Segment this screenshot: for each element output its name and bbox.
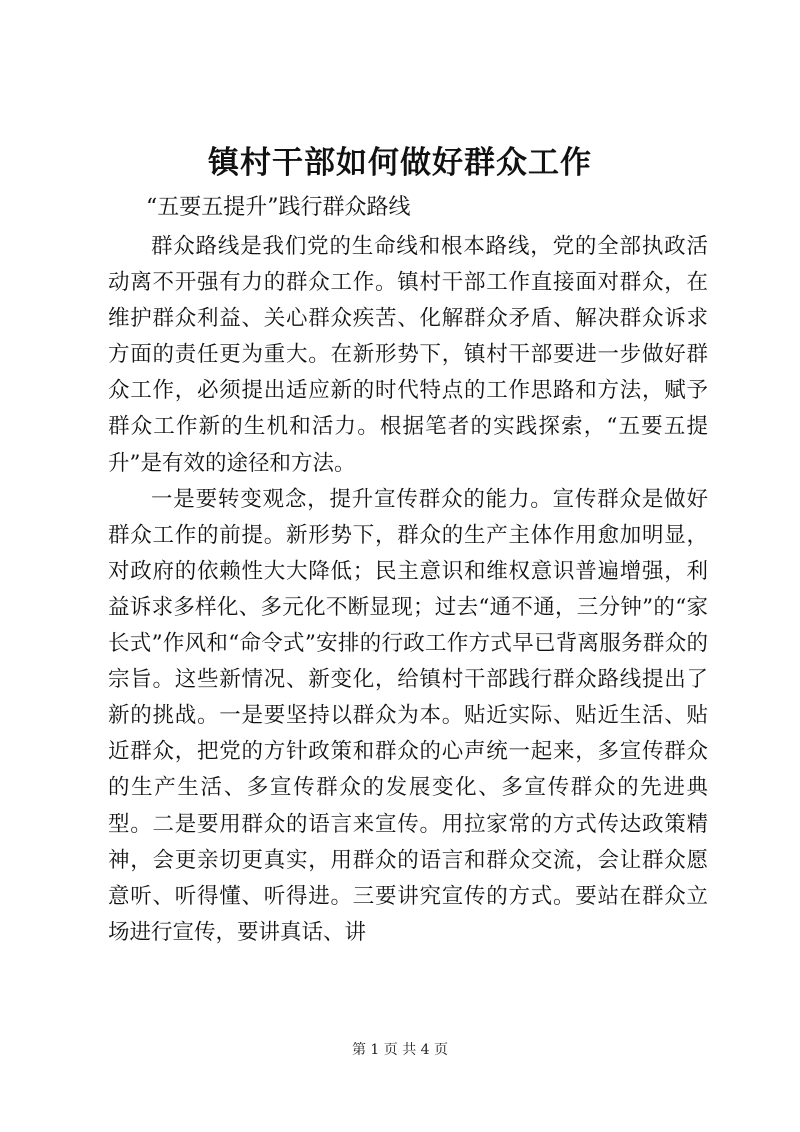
body-paragraph: 一是要转变观念，提升宣传群众的能力。宣传群众是做好群众工作的前提。新形势下，群众的生产主体作用愈加明显，对政府的依赖性大大降低；民主意识和维权意识普遍增强，利益诉求多样化、多元化不断显现；过去“通不通，三分钟”的“家长式”作风和“命令式”安排的行政工作方式早已背离服务群众的宗旨。这些新情况、新变化，给镇村干部践行群众路线提出了新的挑战。一是要坚持以群众为本。贴近实际、贴近生活、贴近群众，把党的方针政策和群众的心声统一起来，多宣传群众的生产生活、多宣传群众的发展变化、多宣传群众的先进典型。二是要用群众的语言来宣传。用拉家常的方式传达政策精神，会更亲切更真实，用群众的语言和群众交流，会让群众愿意听、听得懂、听得进。三要讲究宣传的方式。要站在群众立场进行宣传，要讲真话、讲 [108, 486, 708, 945]
document-body [108, 229, 708, 951]
document-subtitle: “五要五提升”践行群众路线 [146, 195, 411, 220]
page-footer: 第 1 页 共 4 页 [351, 1042, 449, 1058]
body-paragraph: 群众路线是我们党的生命线和根本路线，党的全部执政活动离不开强有力的群众工作。镇村干部工作直接面对群众，在维护群众利益、关心群众疾苦、化解群众矛盾、解决群众诉求方面的责任更为重大。在新形势下，镇村干部要进一步做好群众工作，必须提出适应新的时代特点的工作思路和方法，赋予群众工作新的生机和活力。根据笔者的实践探索，“五要五提升”是有效的途径和方法。 [108, 234, 708, 476]
document-title: 镇村干部如何做好群众工作 [208, 145, 592, 181]
